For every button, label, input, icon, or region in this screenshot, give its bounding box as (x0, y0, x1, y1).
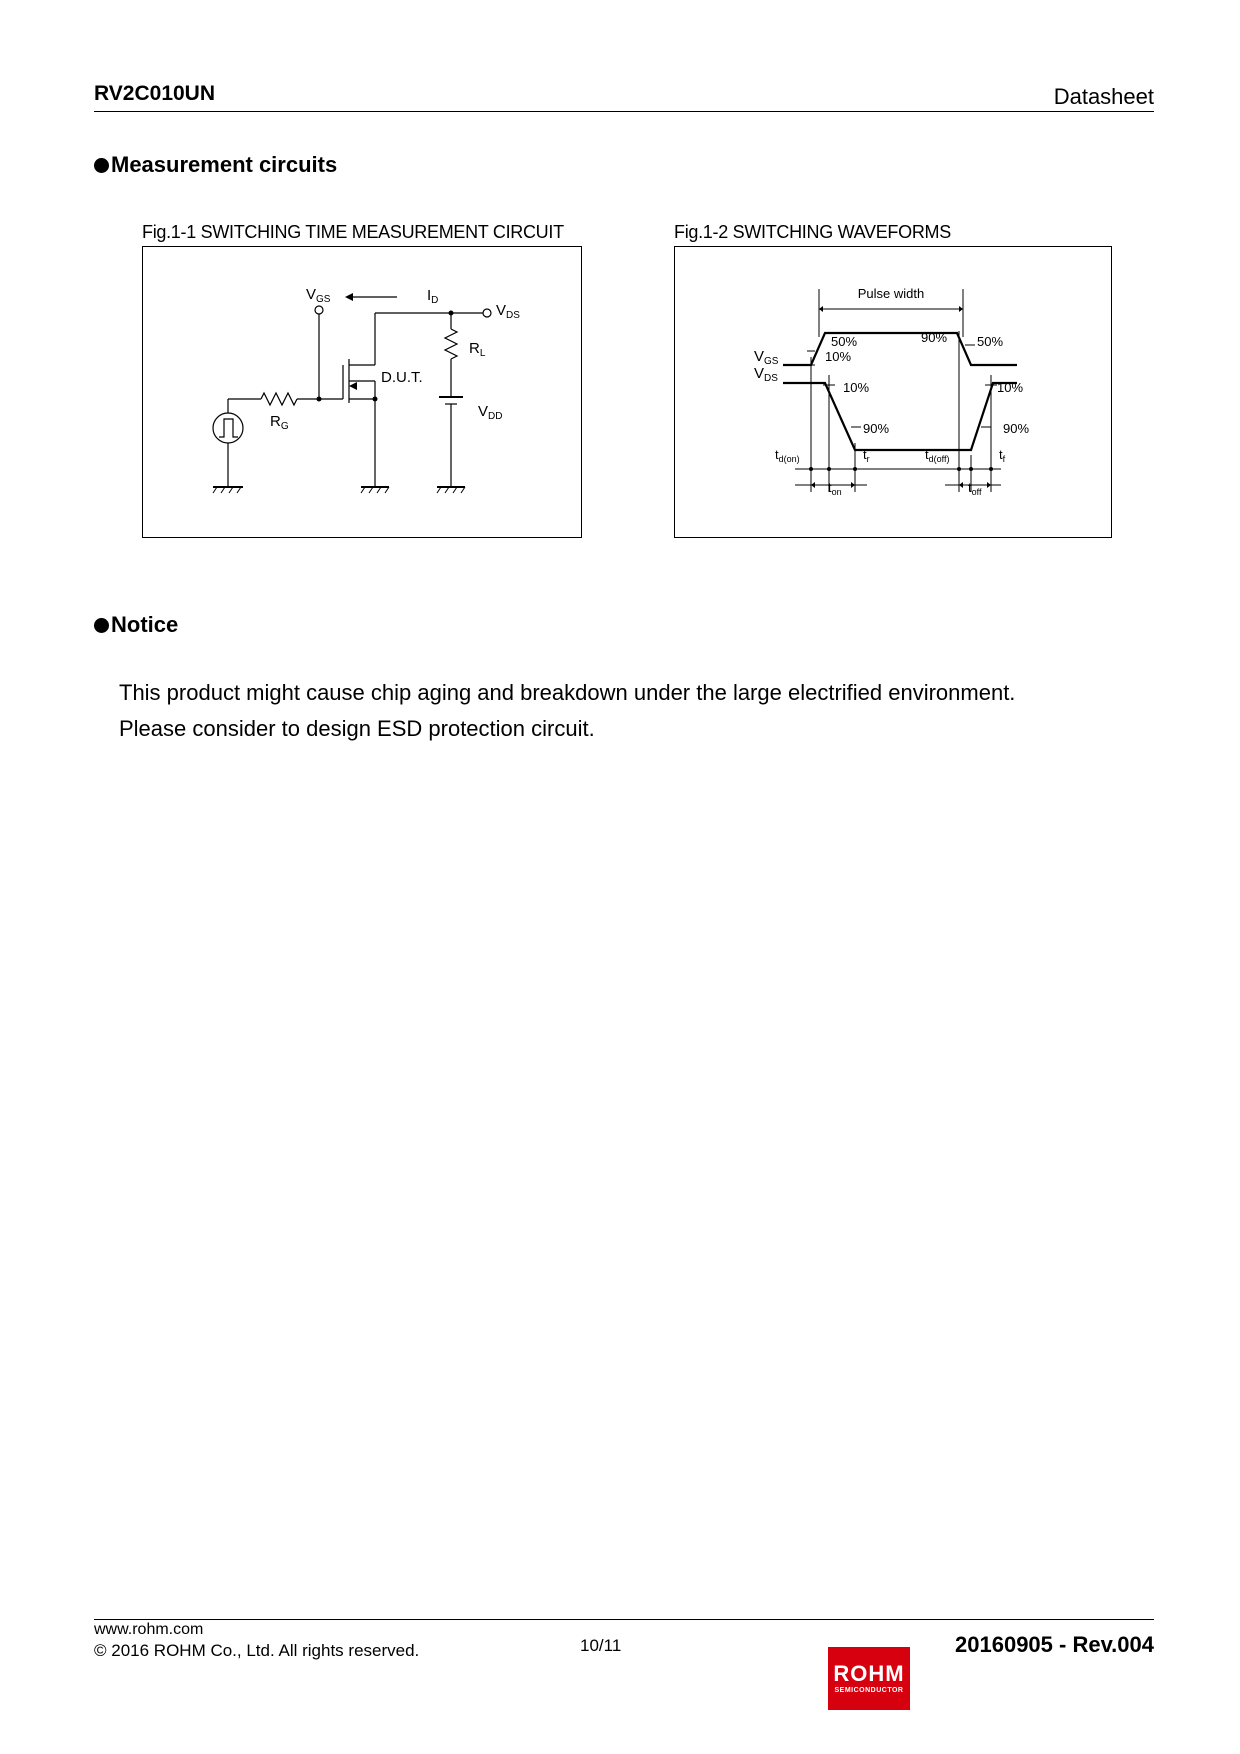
label-pulse-width: Pulse width (857, 286, 925, 301)
bullet-icon (94, 618, 109, 633)
label-90-bottom-right: 90% (1003, 421, 1030, 436)
label-rl: $R_L$ (469, 340, 486, 359)
label-tdoff: $t_{d(off)}$ (925, 447, 950, 464)
section-title-measurement (94, 152, 337, 178)
label-10-vds-right: 10% (997, 380, 1024, 395)
page-number: 10/11 (580, 1636, 622, 1655)
label-id: $I_D$ (427, 287, 439, 306)
label-ton: $t_{on}$ (828, 480, 842, 497)
label-vds: $V_{DS}$ (496, 302, 520, 321)
notice-line: Please consider to design ESD protection circuit. (119, 716, 595, 741)
label-90-bottom-left: 90% (863, 421, 890, 436)
logo-subtitle: SEMICONDUCTOR (834, 1687, 904, 1694)
logo-name: ROHM (833, 1661, 905, 1686)
label-tdon: $t_{d(on)}$ (775, 447, 800, 464)
switching-circuit-diagram (142, 246, 582, 538)
switching-waveforms-diagram (674, 246, 1112, 538)
circuit-svg (143, 247, 581, 537)
section-title-text: Measurement circuits (111, 152, 338, 177)
label-toff: $t_{off}$ (968, 480, 982, 497)
bullet-icon (94, 158, 109, 173)
label-vdd: $V_{DD}$ (478, 403, 503, 422)
label-tr: $t_r$ (863, 447, 870, 464)
label-rg: $R_G$ (270, 413, 289, 432)
label-vgs: $V_{GS}$ (306, 286, 331, 305)
header-divider (94, 111, 1154, 112)
figure-caption-1: Fig.1-1 SWITCHING TIME MEASUREMENT CIRCUIT (142, 222, 564, 242)
label-90-top: 90% (921, 330, 948, 345)
footer-url[interactable]: www.rohm.com (94, 1621, 204, 1638)
label-vgs-wave: $V_{GS}$ (754, 348, 779, 367)
label-50-right: 50% (977, 334, 1004, 349)
label-10-vds-left: 10% (843, 380, 870, 395)
label-50-left: 50% (831, 334, 858, 349)
label-dut: D.U.T. (381, 369, 423, 386)
footer-divider (94, 1619, 1154, 1620)
waveforms-svg (675, 247, 1111, 537)
label-10-left: 10% (825, 349, 852, 364)
figure-caption-2: Fig.1-2 SWITCHING WAVEFORMS (674, 222, 951, 242)
footer-copyright: © 2016 ROHM Co., Ltd. All rights reserved. (94, 1641, 420, 1660)
label-vds-wave: $V_{DS}$ (754, 365, 778, 384)
section-title-text: Notice (111, 612, 179, 637)
label-tf: $t_f$ (999, 447, 1006, 464)
section-title-notice (94, 612, 178, 638)
revision-label: 20160905 - Rev.004 (955, 1632, 1154, 1657)
product-name: RV2C010UN (94, 82, 216, 105)
notice-line: This product might cause chip aging and breakdown under the large electrified environment. (119, 680, 1016, 705)
rohm-logo (828, 1647, 910, 1710)
doc-type: Datasheet (1053, 84, 1154, 109)
